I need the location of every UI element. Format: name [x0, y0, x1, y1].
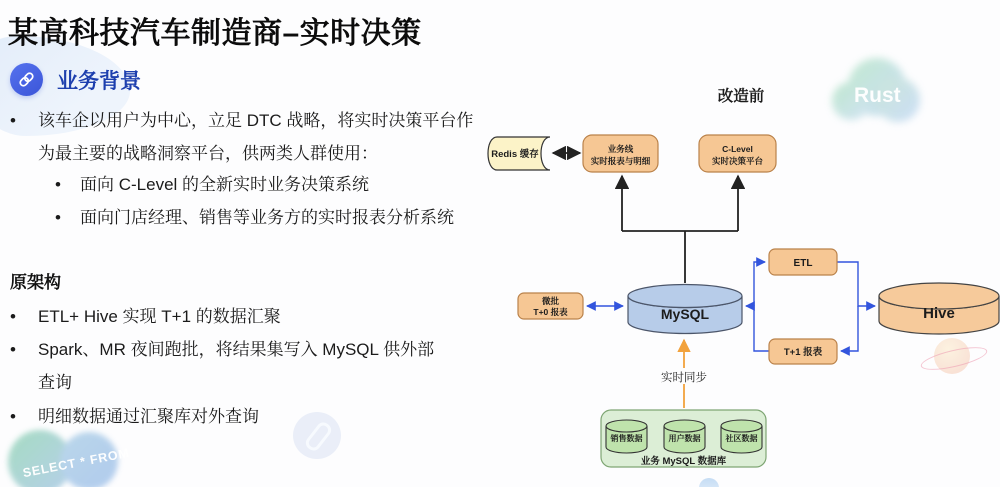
bullet-text: Spark、MR 夜间跑批，将结果集写入 MySQL 供外部 [38, 340, 435, 359]
biz-report-node [583, 135, 658, 172]
legacy-architecture-heading: 原架构 [10, 273, 61, 292]
sync-text: 实时同步 [661, 372, 707, 384]
etl-to-hive-arrow [837, 262, 875, 306]
redis-cache-node [488, 137, 550, 170]
section-title: 业务背景 [57, 69, 141, 93]
mysql-to-etl-arrow [754, 262, 765, 306]
hive-label: Hive [923, 305, 955, 322]
bullet-text: 明细数据通过汇聚库对外查询 [38, 407, 259, 426]
hive-cylinder [879, 283, 999, 334]
clevel-label-1: C-Level [722, 144, 753, 154]
clevel-label-2: 实时决策平台 [711, 156, 764, 166]
mysql-cylinder [628, 285, 742, 334]
realtime-sync-label [658, 368, 710, 384]
bullet-text: 为最主要的战略洞察平台，供两类人群使用： [38, 144, 378, 163]
mysql-label: MySQL [660, 306, 710, 322]
microbatch-label-1: 微批 [541, 296, 560, 306]
t1-to-mysql-arrow [746, 306, 769, 351]
bullet-text: 面向 C-Level 的全新实时业务决策系统 [80, 175, 370, 194]
microbatch-node [518, 293, 583, 319]
redis-label: Redis 缓存 [491, 149, 539, 160]
bullet-text: 面向门店经理、销售等业务方的实时报表分析系统 [80, 208, 454, 227]
t1-report-label: T+1 报表 [783, 347, 823, 358]
biz-label-2: 实时报表与明细 [590, 156, 651, 166]
hive-to-t1-arrow [841, 306, 858, 351]
cloud-label: Rust [854, 84, 901, 107]
bullet-text: ETL+ Hive 实现 T+1 的数据汇聚 [38, 307, 281, 326]
t1-report-node [769, 339, 837, 364]
sales-data-cylinder [606, 420, 647, 453]
bullet-text: 该车企以用户为中心，立足 DTC 战略，将实时决策平台作 [38, 111, 474, 130]
etl-label: ETL [793, 258, 813, 269]
biz-label-1: 业务线 [607, 144, 634, 154]
clevel-node [699, 135, 776, 172]
diagram-title: 改造前 [717, 88, 765, 105]
microbatch-label-2: T+0 报表 [533, 307, 568, 317]
page-title: 某高科技汽车制造商–实时决策 [8, 17, 422, 50]
etl-node [769, 249, 837, 275]
user-data-cylinder [664, 420, 705, 453]
community-data-cylinder [721, 420, 762, 453]
bullet-text: 查询 [38, 373, 72, 392]
source-db-container [601, 410, 766, 467]
community-data-label: 社区数据 [725, 434, 758, 443]
user-data-label: 用户数据 [668, 434, 701, 443]
source-db-label: 业务 MySQL 数据库 [640, 456, 727, 467]
sales-data-label: 销售数据 [610, 434, 643, 443]
select-from-label: SELECT * FROM [21, 445, 131, 481]
